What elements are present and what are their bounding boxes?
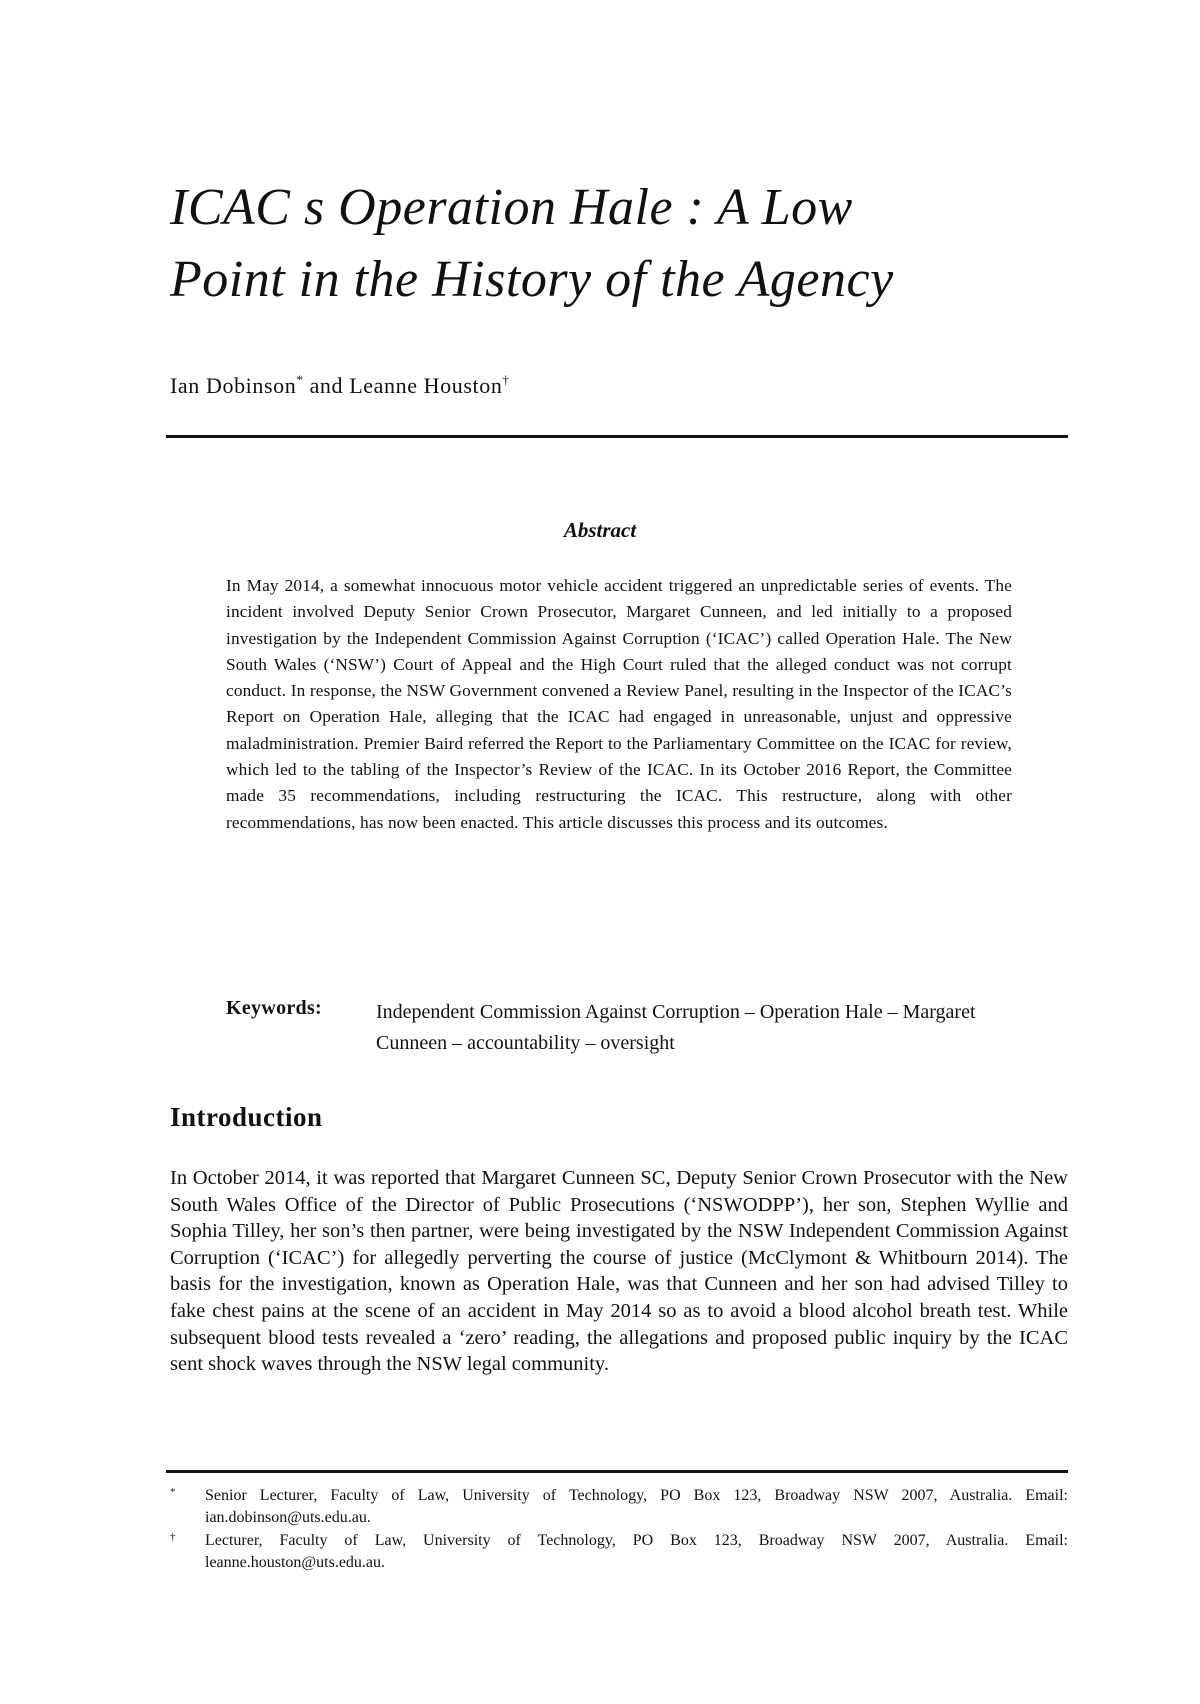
introduction-paragraph: In October 2014, it was reported that Margaret Cunneen SC, Deputy Senior Crown Prosecutor with the New South Wales Office of the Director of Public Prosecutions (‘NSWODPP’), her son, Stephen Wyllie and Sophia Tilley, her son’s then partner, were being investigated by the NSW Independent Commission Against Corruption (‘ICAC’) for allegedly perverting the course of justice (McClymont & Whitbourn 2014). The basis for the investigation, known as Operation Hale, was that Cunneen and her son had advised Tilley to fake chest pains at the scene of an accident in May 2014 so as to avoid a blood alcohol breath test. While subsequent blood tests revealed a ‘zero’ reading, the allegations and proposed public inquiry by the ICAC sent shock waves through the NSW legal community. (170, 1167, 1068, 1376)
author-2-footnote-mark: † (502, 372, 510, 387)
footnote-1-text: Senior Lecturer, Faculty of Law, University of Technology, PO Box 123, Broadway NSW 2007, Australia. Email: ian.dobinson@uts.edu.au. (205, 1487, 1068, 1526)
keywords-list: Independent Commission Against Corruption – Operation Hale – Margaret Cunneen – accountability – oversight (376, 1001, 976, 1054)
abstract-heading: Abstract (563, 518, 637, 542)
article-title-line-2: Point in the History of the Agency (170, 251, 894, 308)
author-2-name: Leanne Houston (349, 373, 503, 398)
article-title-line-1: ICAC s Operation Hale : A Low (170, 179, 853, 236)
author-1-footnote-mark: * (296, 372, 304, 387)
title-divider (166, 435, 1068, 438)
article-title (170, 172, 1130, 316)
author-line (170, 372, 510, 399)
footnote-1-mark: * (170, 1486, 176, 1498)
footnote-2-mark: † (170, 1531, 176, 1543)
footnote-2 (170, 1530, 1068, 1574)
footnote-2-text: Lecturer, Faculty of Law, University of Technology, PO Box 123, Broadway NSW 2007, Australia. Email: leanne.houston@uts.edu.au. (205, 1532, 1068, 1571)
section-heading-introduction: Introduction (170, 1102, 323, 1132)
author-conjunction: and (303, 373, 350, 398)
author-1-name: Ian Dobinson (170, 373, 297, 398)
abstract-body: In May 2014, a somewhat innocuous motor vehicle accident triggered an unpredictable series of events. The incident involved Deputy Senior Crown Prosecutor, Margaret Cunneen, and led initially to a proposed investigation by the Independent Commission Against Corruption (‘ICAC’) called Operation Hale. The New South Wales (‘NSW’) Court of Appeal and the High Court ruled that the alleged conduct was not corrupt conduct. In response, the NSW Government convened a Review Panel, resulting in the Inspector of the ICAC’s Report on Operation Hale, alleging that the ICAC had engaged in unreasonable, unjust and oppressive maladministration. Premier Baird referred the Report to the Parliamentary Committee on the ICAC for review, which led to the tabling of the Inspector’s Review of the ICAC. In its October 2016 Report, the Committee made 35 recommendations, including restructuring the ICAC. This restructure, along with other recommendations, has now been enacted. This article discusses this process and its outcomes. (226, 576, 1012, 832)
footnote-divider (166, 1470, 1068, 1473)
footnote-1 (170, 1485, 1068, 1529)
keywords-label: Keywords: (226, 997, 323, 1019)
